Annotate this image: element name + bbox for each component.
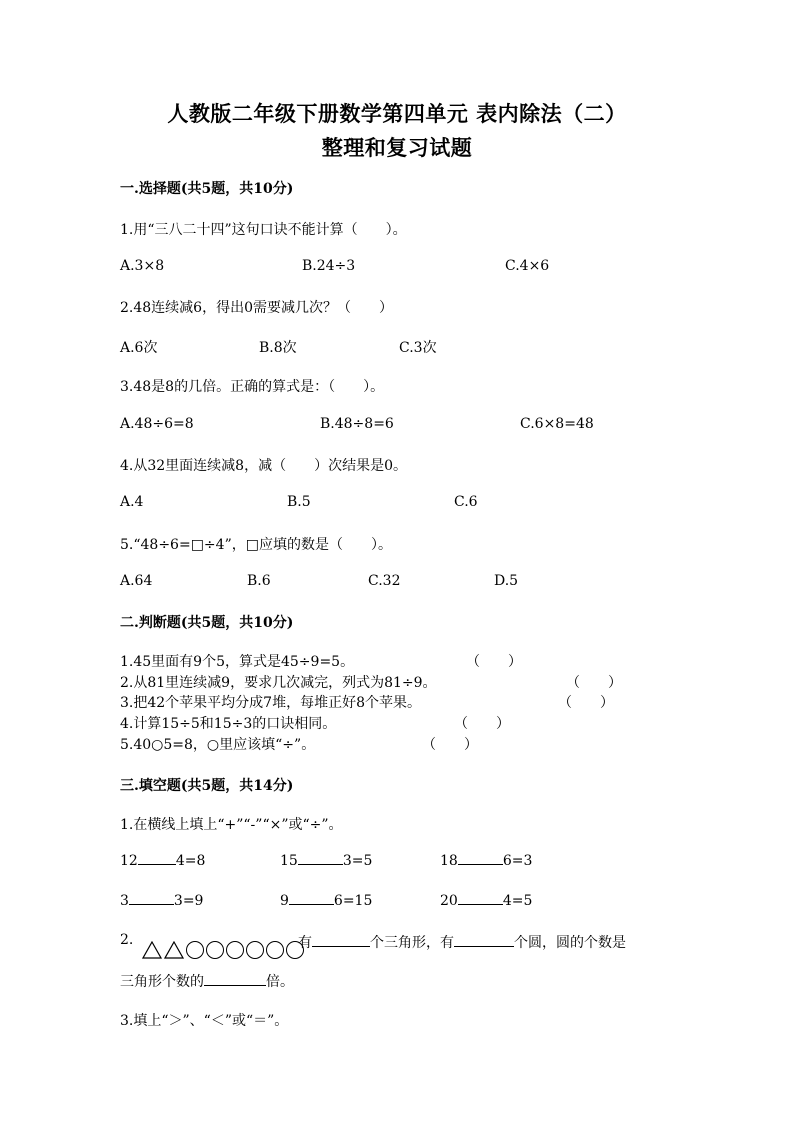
judge-item: 1.45里面有9个5，算式是45÷9=5。	[120, 654, 355, 670]
circle-icon	[246, 941, 264, 959]
text-part: 有	[298, 935, 312, 951]
question-stem: 3.48是8的几倍。正确的算式是：（ ）。	[120, 379, 385, 395]
equation-right: 4=5	[502, 893, 533, 909]
option-b: B.5	[287, 494, 311, 510]
fill-sentence	[298, 932, 626, 952]
option-b: B.8次	[259, 340, 297, 356]
option-b: B.6	[247, 573, 271, 589]
answer-paren: （ ）	[454, 716, 510, 732]
judge-item: 4.计算15÷5和15÷3的口诀相同。	[120, 716, 337, 732]
circle-icon	[186, 941, 204, 959]
option-c: C.32	[368, 573, 401, 589]
question-number: 2.	[120, 932, 134, 948]
operator-blank[interactable]	[458, 904, 503, 905]
answer-paren: （ ）	[558, 695, 614, 711]
equation-right: 3=9	[173, 893, 204, 909]
fill-sentence	[120, 971, 294, 991]
shape-picture	[142, 941, 304, 959]
text-part: 倍。	[266, 974, 294, 990]
equation	[120, 893, 203, 909]
section-heading-choice: 一.选择题(共5题，共10分)	[120, 181, 294, 197]
operator-blank[interactable]	[458, 864, 503, 865]
operator-blank[interactable]	[289, 904, 334, 905]
option-a: A.64	[120, 573, 153, 589]
triangle-icon	[164, 941, 184, 959]
option-b: B.24÷3	[302, 258, 356, 274]
option-c: C.3次	[399, 340, 437, 356]
question-stem: 2.48连续减6，得出0需要减几次？（ ）	[120, 300, 393, 316]
equation	[120, 853, 205, 869]
times-blank[interactable]	[204, 985, 266, 986]
page-title: 人教版二年级下册数学第四单元 表内除法（二）	[167, 101, 627, 126]
answer-paren: （ ）	[422, 737, 478, 753]
equation-right: 6=3	[502, 853, 533, 869]
option-a: A.4	[120, 494, 144, 510]
page-subtitle: 整理和复习试题	[321, 135, 473, 160]
text-part: 三角形个数的	[120, 974, 204, 990]
option-a: A.48÷6=8	[120, 416, 194, 432]
equation	[440, 853, 532, 869]
circle-icon	[206, 941, 224, 959]
equation	[280, 893, 372, 909]
option-c: C.6×8=48	[520, 416, 594, 432]
equation-right: 4=8	[175, 853, 206, 869]
option-c: C.6	[454, 494, 478, 510]
option-a: A.6次	[120, 340, 158, 356]
answer-paren: （ ）	[566, 675, 622, 691]
equation-left: 9	[280, 893, 289, 909]
circle-icon	[266, 941, 284, 959]
answer-paren: （ ）	[466, 654, 522, 670]
judge-item: 3.把42个苹果平均分成7堆，每堆正好8个苹果。	[120, 695, 421, 711]
option-c: C.4×6	[505, 258, 550, 274]
text-part: 个三角形，有	[370, 935, 454, 951]
equation-left: 3	[120, 893, 129, 909]
option-a: A.3×8	[120, 258, 165, 274]
operator-blank[interactable]	[129, 904, 174, 905]
question-stem: 1.在横线上填上“+”“-”“×”或“÷”。	[120, 817, 343, 833]
equation-left: 18	[440, 853, 458, 869]
judge-item: 5.40○5=8，○里应该填“÷”。	[120, 737, 316, 753]
operator-blank[interactable]	[298, 864, 343, 865]
triangle-count-blank[interactable]	[312, 946, 370, 947]
circle-icon	[226, 941, 244, 959]
section-heading-fill: 三.填空题(共5题，共14分)	[120, 778, 294, 794]
equation	[440, 893, 532, 909]
question-stem: 5.“48÷6=□÷4”，□应填的数是（ ）。	[120, 537, 392, 553]
equation-left: 12	[120, 853, 138, 869]
equation-left: 15	[280, 853, 298, 869]
judge-item: 2.从81里连续减9，要求几次减完，列式为81÷9。	[120, 675, 437, 691]
equation-right: 3=5	[342, 853, 373, 869]
question-stem: 4.从32里面连续减8，减（ ）次结果是0。	[120, 458, 407, 474]
circle-count-blank[interactable]	[454, 946, 514, 947]
question-stem: 1.用“三八二十四”这句口诀不能计算（ ）。	[120, 222, 407, 238]
text-part: 个圆，圆的个数是	[514, 935, 626, 951]
equation-left: 20	[440, 893, 458, 909]
option-d: D.5	[494, 573, 519, 589]
option-b: B.48÷8=6	[320, 416, 394, 432]
operator-blank[interactable]	[138, 864, 176, 865]
triangle-icon	[142, 941, 162, 959]
equation	[280, 853, 372, 869]
section-heading-judge: 二.判断题(共5题，共10分)	[120, 615, 294, 631]
question-stem: 3.填上“＞”、“＜”或“＝”。	[120, 1013, 289, 1029]
equation-right: 6=15	[333, 893, 373, 909]
